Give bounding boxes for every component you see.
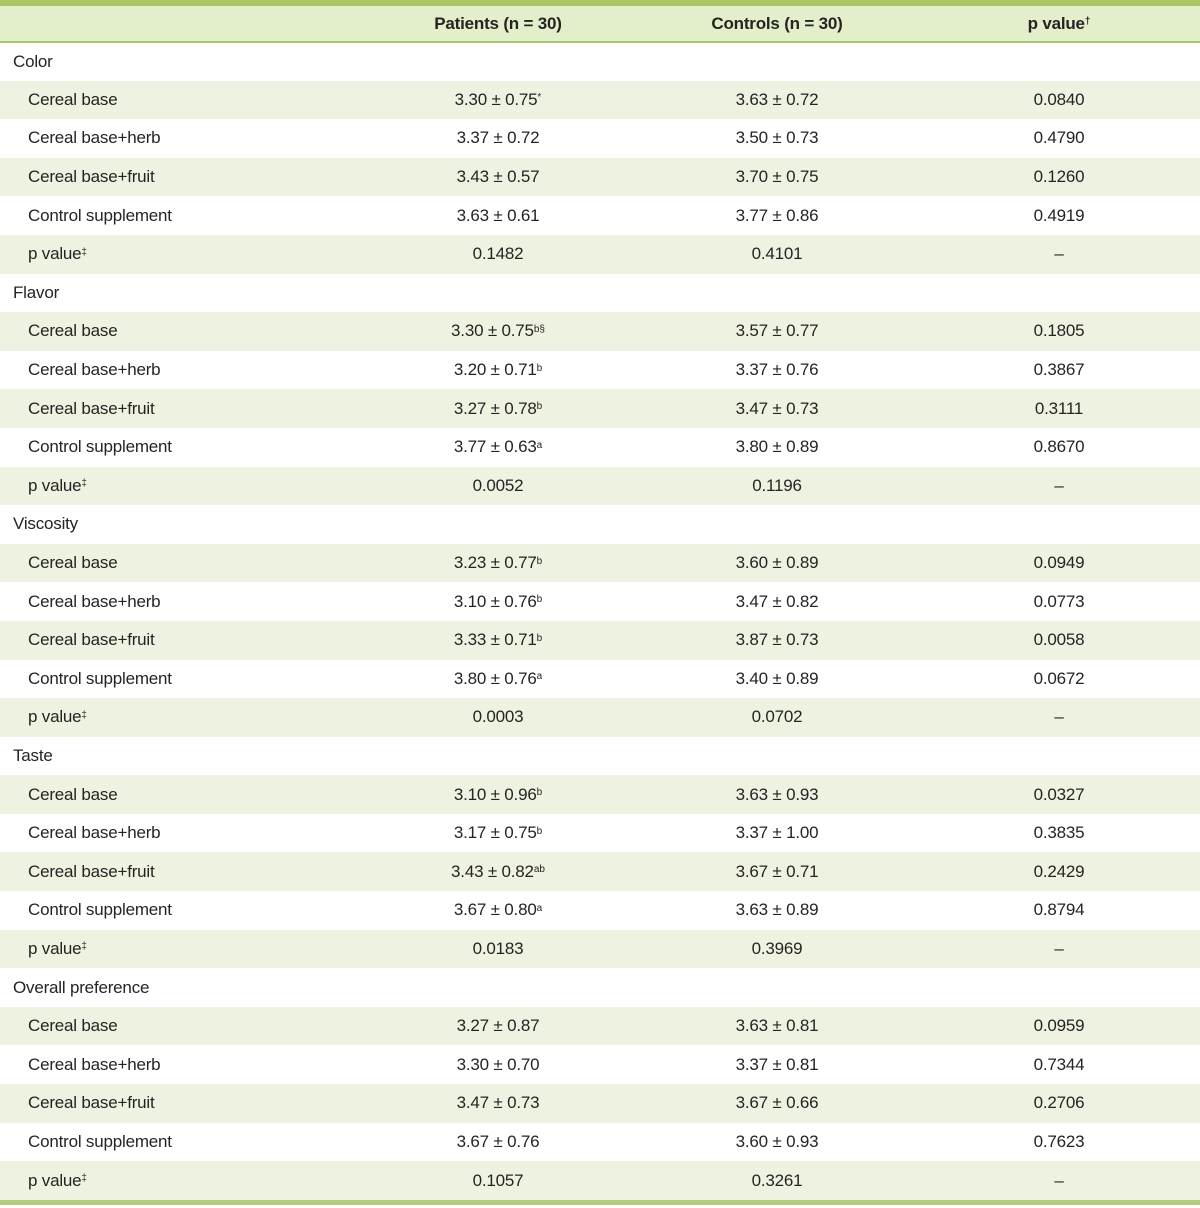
table-row bbox=[0, 544, 1200, 583]
patients-value: 3.37 ± 0.72 bbox=[456, 128, 540, 148]
p-value: 0.0058 bbox=[1033, 630, 1085, 650]
row-label: Cereal base bbox=[28, 321, 118, 341]
section-header-row bbox=[0, 505, 1200, 544]
controls-value: 0.0702 bbox=[751, 707, 803, 727]
row-label: Cereal base+herb bbox=[28, 823, 161, 843]
superscript: b§ bbox=[533, 323, 545, 335]
controls-value: 3.57 ± 0.77 bbox=[735, 321, 819, 341]
p-value: 0.4790 bbox=[1033, 128, 1085, 148]
table-row bbox=[0, 698, 1200, 737]
p-value: 0.3835 bbox=[1033, 823, 1085, 843]
p-value: 0.0672 bbox=[1033, 668, 1085, 688]
table-row bbox=[0, 428, 1200, 467]
empty-cell bbox=[360, 274, 636, 313]
data-table bbox=[0, 6, 1200, 1200]
row-label: Cereal base+fruit bbox=[28, 167, 155, 187]
row-label: Cereal base+herb bbox=[28, 360, 161, 380]
row-label: Cereal base+herb bbox=[28, 1054, 161, 1074]
section-title: Taste bbox=[13, 745, 53, 765]
empty-cell bbox=[918, 505, 1200, 544]
controls-value: 3.67 ± 0.71 bbox=[735, 861, 819, 881]
controls-value: 3.63 ± 0.89 bbox=[735, 900, 819, 920]
empty-cell bbox=[918, 968, 1200, 1007]
table-row bbox=[0, 852, 1200, 891]
p-value: 0.0840 bbox=[1033, 89, 1085, 109]
table-row bbox=[0, 1007, 1200, 1046]
column-header-patients: Patients (n = 30) bbox=[360, 6, 636, 42]
superscript: * bbox=[537, 92, 542, 104]
row-label: p value‡ bbox=[28, 475, 87, 495]
p-value: – bbox=[1054, 707, 1064, 727]
section-title: Flavor bbox=[13, 282, 60, 302]
row-label: p value‡ bbox=[28, 1170, 87, 1190]
table-row bbox=[0, 1123, 1200, 1162]
row-label: Control supplement bbox=[28, 437, 172, 457]
row-label: Cereal base+fruit bbox=[28, 630, 155, 650]
controls-value: 3.80 ± 0.89 bbox=[735, 437, 819, 457]
patients-value: 3.27 ± 0.87 bbox=[456, 1016, 540, 1036]
patients-value: 3.80 ± 0.76$^a$ bbox=[453, 668, 543, 688]
controls-value: 0.3261 bbox=[751, 1170, 803, 1190]
controls-value: 3.47 ± 0.73 bbox=[735, 398, 819, 418]
header-row bbox=[0, 6, 1200, 42]
p-value: – bbox=[1054, 938, 1064, 958]
controls-value: 3.77 ± 0.86 bbox=[735, 205, 819, 225]
row-label: Cereal base+fruit bbox=[28, 861, 155, 881]
empty-cell bbox=[636, 737, 918, 776]
controls-value: 3.63 ± 0.93 bbox=[735, 784, 819, 804]
table-row bbox=[0, 235, 1200, 274]
table-row bbox=[0, 891, 1200, 930]
table-row bbox=[0, 814, 1200, 853]
controls-value: 3.37 ± 0.76 bbox=[735, 360, 819, 380]
row-label: Cereal base bbox=[28, 1016, 118, 1036]
patients-value: 3.10 ± 0.76$^b$ bbox=[453, 591, 543, 611]
section-title: Color bbox=[13, 51, 53, 71]
patients-value: 3.30 ± 0.70 bbox=[456, 1054, 540, 1074]
row-label: p value‡ bbox=[28, 938, 87, 958]
controls-value: 3.50 ± 0.73 bbox=[735, 128, 819, 148]
patients-value: 3.10 ± 0.96$^b$ bbox=[453, 784, 543, 804]
controls-value: 0.3969 bbox=[751, 938, 803, 958]
row-label: Cereal base+fruit bbox=[28, 398, 155, 418]
empty-cell bbox=[918, 274, 1200, 313]
row-label: Control supplement bbox=[28, 900, 172, 920]
pvalue-header-text: p value bbox=[1027, 13, 1085, 33]
table-row bbox=[0, 582, 1200, 621]
section-title: Overall preference bbox=[13, 977, 150, 997]
patients-value: $3.30 \pm 0.75^{b\S}$ bbox=[451, 321, 545, 341]
patients-value: 3.47 ± 0.73 bbox=[456, 1093, 540, 1113]
controls-value: 3.37 ± 1.00 bbox=[735, 823, 819, 843]
column-header-pvalue bbox=[918, 6, 1200, 42]
controls-value: 3.67 ± 0.66 bbox=[735, 1093, 819, 1113]
p-value: 0.7344 bbox=[1033, 1054, 1085, 1074]
superscript: a bbox=[536, 439, 543, 451]
superscript: ‡ bbox=[81, 478, 87, 490]
patients-value: 0.1482 bbox=[472, 244, 524, 264]
superscript: ‡ bbox=[81, 941, 87, 953]
patients-value: 3.23 ± 0.77$^b$ bbox=[453, 553, 543, 573]
row-label: Cereal base+fruit bbox=[28, 1093, 155, 1113]
row-label: Cereal base+herb bbox=[28, 591, 161, 611]
table-row bbox=[0, 196, 1200, 235]
table-row bbox=[0, 1045, 1200, 1084]
empty-cell bbox=[918, 42, 1200, 81]
patients-value: 0.0052 bbox=[472, 475, 524, 495]
patients-value: 3.63 ± 0.61 bbox=[456, 205, 540, 225]
empty-cell bbox=[636, 505, 918, 544]
p-value: 0.0949 bbox=[1033, 553, 1085, 573]
p-value: 0.3111 bbox=[1034, 398, 1084, 418]
controls-value: 3.70 ± 0.75 bbox=[735, 167, 819, 187]
superscript: b bbox=[536, 555, 543, 567]
row-label: p value‡ bbox=[28, 244, 87, 264]
column-header-controls: Controls (n = 30) bbox=[636, 6, 918, 42]
table-row bbox=[0, 930, 1200, 969]
patients-value: 3.17 ± 0.75$^b$ bbox=[453, 823, 543, 843]
empty-cell bbox=[360, 505, 636, 544]
section-header-row bbox=[0, 737, 1200, 776]
empty-cell bbox=[360, 737, 636, 776]
patients-value: 3.67 ± 0.80$^a$ bbox=[453, 900, 543, 920]
controls-value: 3.47 ± 0.82 bbox=[735, 591, 819, 611]
table-row bbox=[0, 158, 1200, 197]
controls-value: 3.37 ± 0.81 bbox=[735, 1054, 819, 1074]
patients-value: 3.33 ± 0.71$^b$ bbox=[453, 630, 543, 650]
patients-value: 3.43 ± 0.57 bbox=[456, 167, 540, 187]
p-value: 0.8794 bbox=[1033, 900, 1085, 920]
patients-value: 0.0183 bbox=[472, 938, 524, 958]
controls-value: 3.87 ± 0.73 bbox=[735, 630, 819, 650]
table-row bbox=[0, 660, 1200, 699]
section-header-row bbox=[0, 274, 1200, 313]
row-label: Control supplement bbox=[28, 205, 172, 225]
p-value: – bbox=[1054, 475, 1064, 495]
p-value: 0.8670 bbox=[1033, 437, 1085, 457]
superscript: b bbox=[536, 362, 543, 374]
controls-value: 0.1196 bbox=[752, 475, 802, 495]
patients-value: 3.27 ± 0.78$^b$ bbox=[453, 398, 543, 418]
controls-value: 3.63 ± 0.81 bbox=[735, 1016, 819, 1036]
superscript: b bbox=[536, 632, 543, 644]
superscript: ‡ bbox=[81, 1173, 87, 1185]
empty-cell bbox=[360, 42, 636, 81]
row-label: Cereal base bbox=[28, 553, 118, 573]
p-value: – bbox=[1054, 1170, 1064, 1190]
row-label: Cereal base bbox=[28, 89, 118, 109]
superscript: ab bbox=[533, 864, 545, 876]
controls-value: 3.60 ± 0.93 bbox=[735, 1131, 819, 1151]
superscript: a bbox=[536, 671, 543, 683]
p-value: 0.0773 bbox=[1033, 591, 1085, 611]
table-row bbox=[0, 81, 1200, 120]
empty-cell bbox=[360, 968, 636, 1007]
controls-value: 3.60 ± 0.89 bbox=[735, 553, 819, 573]
table-row bbox=[0, 351, 1200, 390]
p-value: 0.2429 bbox=[1033, 861, 1085, 881]
superscript: b bbox=[536, 787, 543, 799]
patients-value: 3.20 ± 0.71$^b$ bbox=[453, 360, 543, 380]
controls-value: 3.63 ± 0.72 bbox=[735, 89, 819, 109]
corner-cell bbox=[0, 6, 360, 42]
empty-cell bbox=[636, 968, 918, 1007]
patients-value: 3.43 ± 0.82$^{ab}$ bbox=[451, 861, 545, 881]
p-value: 0.7623 bbox=[1033, 1131, 1085, 1151]
row-label: p value‡ bbox=[28, 707, 87, 727]
table-row bbox=[0, 119, 1200, 158]
p-value: 0.0327 bbox=[1033, 784, 1085, 804]
p-value: 0.2706 bbox=[1033, 1093, 1085, 1113]
controls-value: 0.4101 bbox=[751, 244, 803, 264]
superscript: b bbox=[536, 594, 543, 606]
empty-cell bbox=[636, 274, 918, 313]
patients-value: 3.77 ± 0.63$^a$ bbox=[453, 437, 543, 457]
row-label: Control supplement bbox=[28, 668, 172, 688]
row-label: Cereal base bbox=[28, 784, 118, 804]
table-row bbox=[0, 312, 1200, 351]
table-body bbox=[0, 42, 1200, 1200]
empty-cell bbox=[636, 42, 918, 81]
table-row bbox=[0, 1161, 1200, 1200]
empty-cell bbox=[918, 737, 1200, 776]
section-header-row bbox=[0, 968, 1200, 1007]
controls-value: 3.40 ± 0.89 bbox=[735, 668, 819, 688]
row-label: Cereal base+herb bbox=[28, 128, 161, 148]
row-label: Control supplement bbox=[28, 1131, 172, 1151]
table-row bbox=[0, 775, 1200, 814]
superscript: a bbox=[536, 902, 543, 914]
patients-value: 3.30 ± 0.75* bbox=[454, 89, 542, 109]
superscript: ‡ bbox=[81, 709, 87, 721]
section-header-row bbox=[0, 42, 1200, 81]
p-value: 0.1805 bbox=[1033, 321, 1085, 341]
section-title: Viscosity bbox=[13, 514, 78, 534]
patients-value: 3.67 ± 0.76 bbox=[456, 1131, 540, 1151]
dagger-superscript: † bbox=[1084, 16, 1091, 27]
p-value: 0.3867 bbox=[1033, 360, 1085, 380]
superscript: b bbox=[536, 825, 543, 837]
table-row bbox=[0, 467, 1200, 506]
patients-value: 0.1057 bbox=[472, 1170, 524, 1190]
table-row bbox=[0, 389, 1200, 428]
table-row bbox=[0, 621, 1200, 660]
p-value: – bbox=[1054, 244, 1064, 264]
patients-value: 0.0003 bbox=[472, 707, 524, 727]
superscript: b bbox=[536, 401, 543, 413]
p-value: 0.0959 bbox=[1033, 1016, 1085, 1036]
p-value: 0.4919 bbox=[1033, 205, 1085, 225]
superscript: ‡ bbox=[81, 246, 87, 258]
table-row bbox=[0, 1084, 1200, 1123]
p-value: 0.1260 bbox=[1033, 167, 1085, 187]
